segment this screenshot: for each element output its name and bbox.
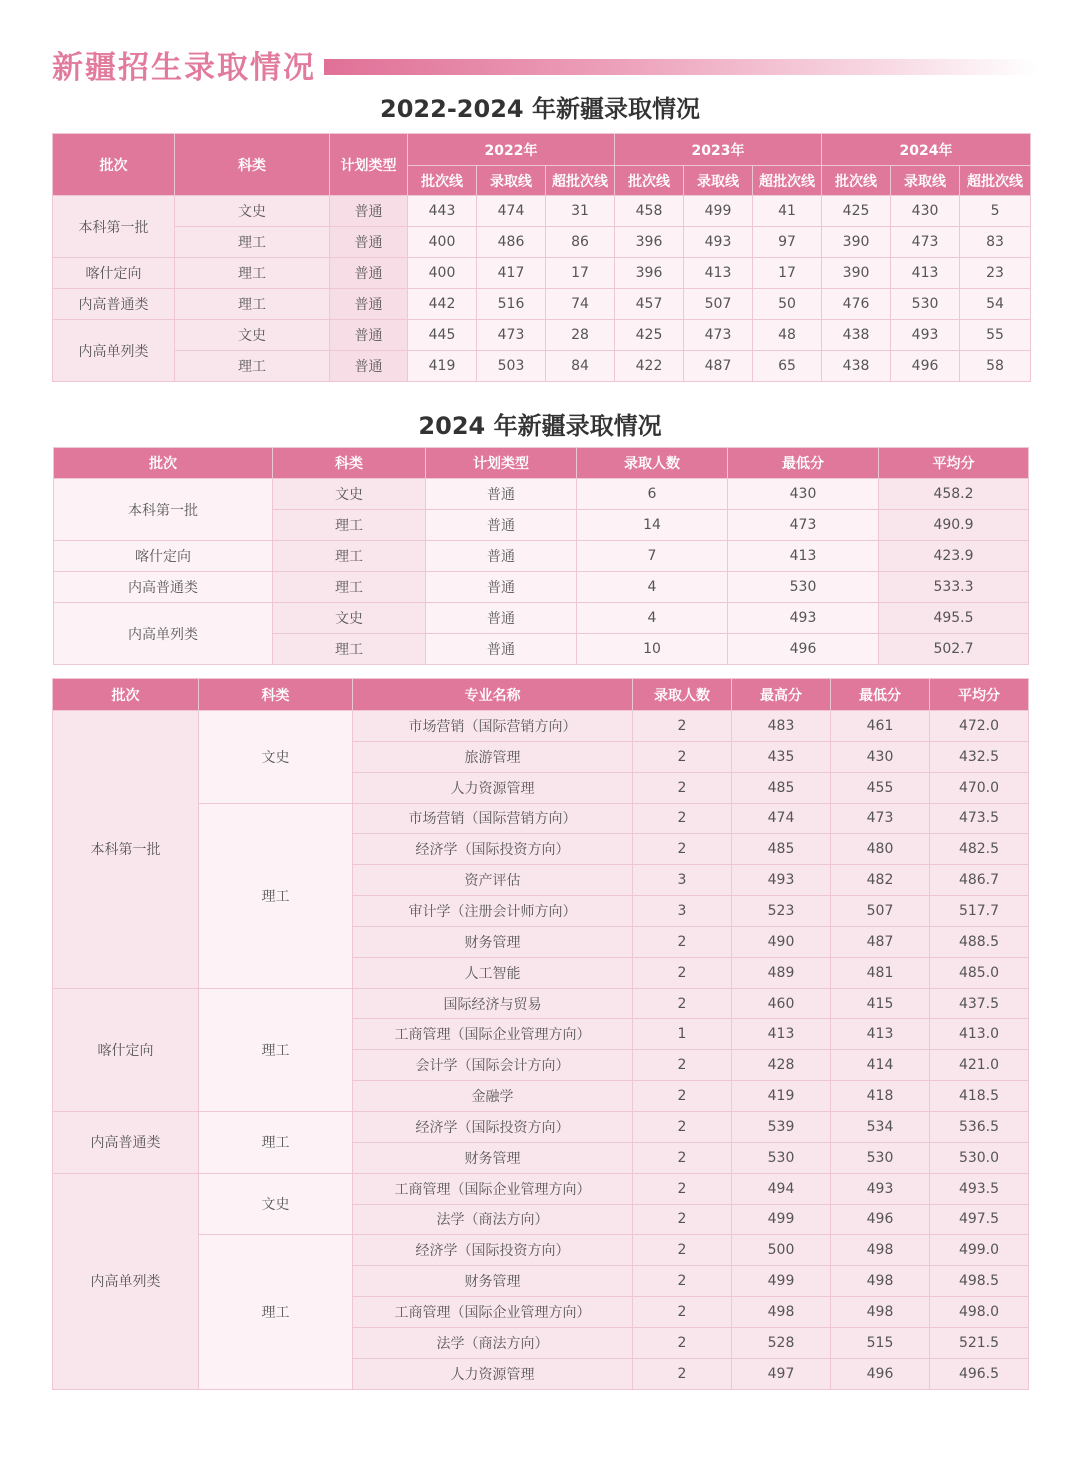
plan-cell: 普通: [330, 320, 408, 351]
count-cell: 2: [633, 1358, 732, 1389]
column-header-subject: 科类: [199, 679, 353, 711]
avg-cell: 517.7: [930, 896, 1029, 927]
plan-cell: 普通: [426, 479, 577, 510]
value-cell: 425: [822, 196, 891, 227]
major-cell: 金融学: [353, 1081, 633, 1112]
value-cell: 17: [546, 258, 615, 289]
count-cell: 6: [577, 479, 728, 510]
sub-header: 录取线: [891, 166, 960, 196]
value-cell: 41: [753, 196, 822, 227]
subject-cell: 理工: [175, 227, 330, 258]
max-cell: 485: [732, 834, 831, 865]
avg-cell: 490.9: [879, 510, 1029, 541]
subject-cell: 文史: [199, 711, 353, 804]
max-cell: 499: [732, 1204, 831, 1235]
avg-cell: 486.7: [930, 865, 1029, 896]
min-cell: 413: [831, 1019, 930, 1050]
header-row: [54, 448, 1029, 479]
value-cell: 58: [960, 351, 1031, 382]
count-cell: 4: [577, 572, 728, 603]
table-row: [53, 289, 1031, 320]
min-cell: 473: [728, 510, 879, 541]
table-row: [53, 351, 1031, 382]
value-cell: 442: [408, 289, 477, 320]
value-cell: 457: [615, 289, 684, 320]
min-cell: 413: [728, 541, 879, 572]
batch-cell: 本科第一批: [53, 711, 199, 989]
count-cell: 14: [577, 510, 728, 541]
subject-cell: 理工: [199, 803, 353, 988]
subject-cell: 理工: [199, 1235, 353, 1389]
major-cell: 国际经济与贸易: [353, 988, 633, 1019]
max-cell: 435: [732, 741, 831, 772]
column-header-batch: 批次: [53, 134, 175, 196]
table-row: [53, 320, 1031, 351]
value-cell: 31: [546, 196, 615, 227]
value-cell: 530: [891, 289, 960, 320]
value-cell: 438: [822, 320, 891, 351]
min-cell: 418: [831, 1081, 930, 1112]
major-cell: 人工智能: [353, 957, 633, 988]
year-header: 2022年: [408, 134, 615, 166]
table-row: [53, 1235, 1029, 1266]
count-cell: 2: [633, 1173, 732, 1204]
avg-cell: 498.0: [930, 1297, 1029, 1328]
count-cell: 7: [577, 541, 728, 572]
avg-cell: 418.5: [930, 1081, 1029, 1112]
subject-cell: 理工: [273, 541, 426, 572]
max-cell: 497: [732, 1358, 831, 1389]
max-cell: 460: [732, 988, 831, 1019]
count-cell: 2: [633, 834, 732, 865]
avg-cell: 413.0: [930, 1019, 1029, 1050]
max-cell: 413: [732, 1019, 831, 1050]
column-header-plan-type: 计划类型: [426, 448, 577, 479]
table-row: [53, 196, 1031, 227]
count-cell: 3: [633, 865, 732, 896]
value-cell: 425: [615, 320, 684, 351]
major-cell: 工商管理（国际企业管理方向）: [353, 1019, 633, 1050]
value-cell: 503: [477, 351, 546, 382]
batch-cell: 喀什定向: [54, 541, 273, 572]
value-cell: 493: [891, 320, 960, 351]
avg-cell: 421.0: [930, 1050, 1029, 1081]
major-cell: 经济学（国际投资方向）: [353, 1235, 633, 1266]
major-cell: 旅游管理: [353, 741, 633, 772]
value-cell: 476: [822, 289, 891, 320]
plan-cell: 普通: [426, 634, 577, 665]
value-cell: 487: [684, 351, 753, 382]
sub-header: 超批次线: [546, 166, 615, 196]
value-cell: 83: [960, 227, 1031, 258]
min-cell: 473: [831, 803, 930, 834]
header-row: [53, 134, 1031, 166]
min-cell: 482: [831, 865, 930, 896]
min-cell: 496: [728, 634, 879, 665]
count-cell: 10: [577, 634, 728, 665]
avg-cell: 437.5: [930, 988, 1029, 1019]
value-cell: 400: [408, 227, 477, 258]
value-cell: 28: [546, 320, 615, 351]
value-cell: 443: [408, 196, 477, 227]
avg-cell: 533.3: [879, 572, 1029, 603]
subject-cell: 理工: [175, 351, 330, 382]
count-cell: 2: [633, 711, 732, 742]
column-header-admitted-count: 录取人数: [633, 679, 732, 711]
min-cell: 480: [831, 834, 930, 865]
major-cell: 经济学（国际投资方向）: [353, 834, 633, 865]
max-cell: 489: [732, 957, 831, 988]
min-cell: 414: [831, 1050, 930, 1081]
year-header: 2024年: [822, 134, 1031, 166]
major-cell: 财务管理: [353, 926, 633, 957]
page-header: [52, 44, 1040, 94]
value-cell: 396: [615, 258, 684, 289]
sub-header: 超批次线: [753, 166, 822, 196]
max-cell: 419: [732, 1081, 831, 1112]
subject-cell: 理工: [175, 289, 330, 320]
avg-cell: 432.5: [930, 741, 1029, 772]
column-header-admitted-count: 录取人数: [577, 448, 728, 479]
batch-cell: 本科第一批: [53, 196, 175, 258]
admission-2024-major-table: [52, 678, 1029, 1390]
plan-cell: 普通: [330, 258, 408, 289]
value-cell: 48: [753, 320, 822, 351]
value-cell: 65: [753, 351, 822, 382]
table-row: [53, 711, 1029, 742]
min-cell: 481: [831, 957, 930, 988]
min-cell: 415: [831, 988, 930, 1019]
plan-cell: 普通: [330, 289, 408, 320]
count-cell: 2: [633, 1327, 732, 1358]
value-cell: 473: [684, 320, 753, 351]
value-cell: 493: [684, 227, 753, 258]
value-cell: 413: [684, 258, 753, 289]
avg-cell: 498.5: [930, 1266, 1029, 1297]
value-cell: 390: [822, 227, 891, 258]
batch-cell: 内高普通类: [53, 1111, 199, 1173]
value-cell: 390: [822, 258, 891, 289]
subject-cell: 理工: [175, 258, 330, 289]
value-cell: 419: [408, 351, 477, 382]
min-cell: 461: [831, 711, 930, 742]
page-title: 新疆招生录取情况: [52, 50, 316, 86]
table1-title: 2022-2024 年新疆录取情况: [380, 95, 700, 123]
value-cell: 54: [960, 289, 1031, 320]
sub-header: 录取线: [684, 166, 753, 196]
column-header-min-score: 最低分: [728, 448, 879, 479]
count-cell: 2: [633, 957, 732, 988]
max-cell: 523: [732, 896, 831, 927]
table-row: [54, 541, 1029, 572]
batch-cell: 本科第一批: [54, 479, 273, 541]
major-cell: 资产评估: [353, 865, 633, 896]
column-header-plan-type: 计划类型: [330, 134, 408, 196]
plan-cell: 普通: [426, 603, 577, 634]
count-cell: 3: [633, 896, 732, 927]
max-cell: 539: [732, 1111, 831, 1142]
year-header: 2023年: [615, 134, 822, 166]
column-header-avg-score: 平均分: [879, 448, 1029, 479]
min-cell: 455: [831, 772, 930, 803]
min-cell: 430: [831, 741, 930, 772]
value-cell: 496: [891, 351, 960, 382]
count-cell: 2: [633, 988, 732, 1019]
plan-cell: 普通: [426, 572, 577, 603]
subject-cell: 文史: [199, 1173, 353, 1235]
major-cell: 人力资源管理: [353, 772, 633, 803]
major-cell: 人力资源管理: [353, 1358, 633, 1389]
avg-cell: 472.0: [930, 711, 1029, 742]
batch-cell: 内高单列类: [54, 603, 273, 665]
table-row: [53, 258, 1031, 289]
avg-cell: 493.5: [930, 1173, 1029, 1204]
column-header-major: 专业名称: [353, 679, 633, 711]
max-cell: 485: [732, 772, 831, 803]
max-cell: 530: [732, 1142, 831, 1173]
count-cell: 2: [633, 1235, 732, 1266]
value-cell: 458: [615, 196, 684, 227]
max-cell: 499: [732, 1266, 831, 1297]
avg-cell: 521.5: [930, 1327, 1029, 1358]
sub-header: 批次线: [615, 166, 684, 196]
sub-header: 录取线: [477, 166, 546, 196]
min-cell: 430: [728, 479, 879, 510]
batch-cell: 喀什定向: [53, 258, 175, 289]
max-cell: 500: [732, 1235, 831, 1266]
column-header-avg-score: 平均分: [930, 679, 1029, 711]
column-header-max-score: 最高分: [732, 679, 831, 711]
table-row: [54, 479, 1029, 510]
min-cell: 487: [831, 926, 930, 957]
subject-cell: 文史: [175, 196, 330, 227]
plan-cell: 普通: [330, 227, 408, 258]
max-cell: 474: [732, 803, 831, 834]
max-cell: 494: [732, 1173, 831, 1204]
admission-2024-summary-table: [53, 447, 1029, 665]
value-cell: 5: [960, 196, 1031, 227]
value-cell: 417: [477, 258, 546, 289]
major-cell: 工商管理（国际企业管理方向）: [353, 1297, 633, 1328]
count-cell: 2: [633, 1266, 732, 1297]
min-cell: 530: [831, 1142, 930, 1173]
min-cell: 507: [831, 896, 930, 927]
value-cell: 23: [960, 258, 1031, 289]
major-cell: 经济学（国际投资方向）: [353, 1111, 633, 1142]
batch-cell: 内高普通类: [54, 572, 273, 603]
min-cell: 515: [831, 1327, 930, 1358]
count-cell: 2: [633, 741, 732, 772]
major-cell: 审计学（注册会计师方向）: [353, 896, 633, 927]
major-cell: 工商管理（国际企业管理方向）: [353, 1173, 633, 1204]
subject-cell: 理工: [199, 1111, 353, 1173]
value-cell: 422: [615, 351, 684, 382]
min-cell: 534: [831, 1111, 930, 1142]
value-cell: 430: [891, 196, 960, 227]
major-cell: 法学（商法方向）: [353, 1204, 633, 1235]
min-cell: 498: [831, 1297, 930, 1328]
avg-cell: 473.5: [930, 803, 1029, 834]
value-cell: 55: [960, 320, 1031, 351]
value-cell: 400: [408, 258, 477, 289]
count-cell: 4: [577, 603, 728, 634]
major-cell: 市场营销（国际营销方向）: [353, 803, 633, 834]
column-header-subject: 科类: [273, 448, 426, 479]
max-cell: 498: [732, 1297, 831, 1328]
avg-cell: 530.0: [930, 1142, 1029, 1173]
table-row: [54, 572, 1029, 603]
min-cell: 498: [831, 1235, 930, 1266]
value-cell: 50: [753, 289, 822, 320]
value-cell: 507: [684, 289, 753, 320]
avg-cell: 496.5: [930, 1358, 1029, 1389]
column-header-batch: 批次: [53, 679, 199, 711]
plan-cell: 普通: [330, 196, 408, 227]
table-row: [53, 227, 1031, 258]
max-cell: 483: [732, 711, 831, 742]
plan-cell: 普通: [426, 541, 577, 572]
column-header-batch: 批次: [54, 448, 273, 479]
avg-cell: 482.5: [930, 834, 1029, 865]
min-cell: 496: [831, 1204, 930, 1235]
header-row: [53, 679, 1029, 711]
sub-header: 批次线: [408, 166, 477, 196]
major-cell: 财务管理: [353, 1266, 633, 1297]
batch-cell: 内高单列类: [53, 1173, 199, 1389]
avg-cell: 499.0: [930, 1235, 1029, 1266]
count-cell: 2: [633, 772, 732, 803]
value-cell: 86: [546, 227, 615, 258]
table2-title: 2024 年新疆录取情况: [418, 412, 662, 440]
major-cell: 市场营销（国际营销方向）: [353, 711, 633, 742]
min-cell: 530: [728, 572, 879, 603]
major-cell: 财务管理: [353, 1142, 633, 1173]
max-cell: 528: [732, 1327, 831, 1358]
subject-cell: 理工: [273, 634, 426, 665]
table-row: [53, 1111, 1029, 1142]
batch-cell: 内高普通类: [53, 289, 175, 320]
count-cell: 2: [633, 803, 732, 834]
max-cell: 493: [732, 865, 831, 896]
subject-cell: 文史: [273, 479, 426, 510]
table-row: [53, 988, 1029, 1019]
value-cell: 499: [684, 196, 753, 227]
min-cell: 496: [831, 1358, 930, 1389]
subject-cell: 理工: [273, 572, 426, 603]
avg-cell: 488.5: [930, 926, 1029, 957]
value-cell: 486: [477, 227, 546, 258]
batch-cell: 内高单列类: [53, 320, 175, 382]
avg-cell: 495.5: [879, 603, 1029, 634]
count-cell: 2: [633, 1081, 732, 1112]
batch-cell: 喀什定向: [53, 988, 199, 1111]
count-cell: 2: [633, 926, 732, 957]
max-cell: 490: [732, 926, 831, 957]
value-cell: 445: [408, 320, 477, 351]
value-cell: 97: [753, 227, 822, 258]
subject-cell: 文史: [175, 320, 330, 351]
plan-cell: 普通: [330, 351, 408, 382]
count-cell: 2: [633, 1297, 732, 1328]
table-row: [53, 803, 1029, 834]
title-decoration-bar: [324, 59, 1038, 75]
avg-cell: 423.9: [879, 541, 1029, 572]
avg-cell: 536.5: [930, 1111, 1029, 1142]
column-header-subject: 科类: [175, 134, 330, 196]
count-cell: 2: [633, 1142, 732, 1173]
avg-cell: 470.0: [930, 772, 1029, 803]
min-cell: 493: [831, 1173, 930, 1204]
avg-cell: 497.5: [930, 1204, 1029, 1235]
max-cell: 428: [732, 1050, 831, 1081]
table-row: [53, 1173, 1029, 1204]
value-cell: 84: [546, 351, 615, 382]
value-cell: 474: [477, 196, 546, 227]
sub-header: 超批次线: [960, 166, 1031, 196]
value-cell: 516: [477, 289, 546, 320]
subject-cell: 理工: [273, 510, 426, 541]
value-cell: 396: [615, 227, 684, 258]
count-cell: 1: [633, 1019, 732, 1050]
admission-lines-2022-2024-table: [52, 133, 1031, 382]
avg-cell: 485.0: [930, 957, 1029, 988]
count-cell: 2: [633, 1111, 732, 1142]
min-cell: 493: [728, 603, 879, 634]
subject-cell: 文史: [273, 603, 426, 634]
column-header-min-score: 最低分: [831, 679, 930, 711]
avg-cell: 458.2: [879, 479, 1029, 510]
sub-header: 批次线: [822, 166, 891, 196]
value-cell: 473: [477, 320, 546, 351]
value-cell: 413: [891, 258, 960, 289]
value-cell: 17: [753, 258, 822, 289]
subject-cell: 理工: [199, 988, 353, 1111]
table-row: [54, 603, 1029, 634]
plan-cell: 普通: [426, 510, 577, 541]
count-cell: 2: [633, 1050, 732, 1081]
major-cell: 法学（商法方向）: [353, 1327, 633, 1358]
count-cell: 2: [633, 1204, 732, 1235]
value-cell: 438: [822, 351, 891, 382]
min-cell: 498: [831, 1266, 930, 1297]
value-cell: 74: [546, 289, 615, 320]
major-cell: 会计学（国际会计方向）: [353, 1050, 633, 1081]
value-cell: 473: [891, 227, 960, 258]
avg-cell: 502.7: [879, 634, 1029, 665]
